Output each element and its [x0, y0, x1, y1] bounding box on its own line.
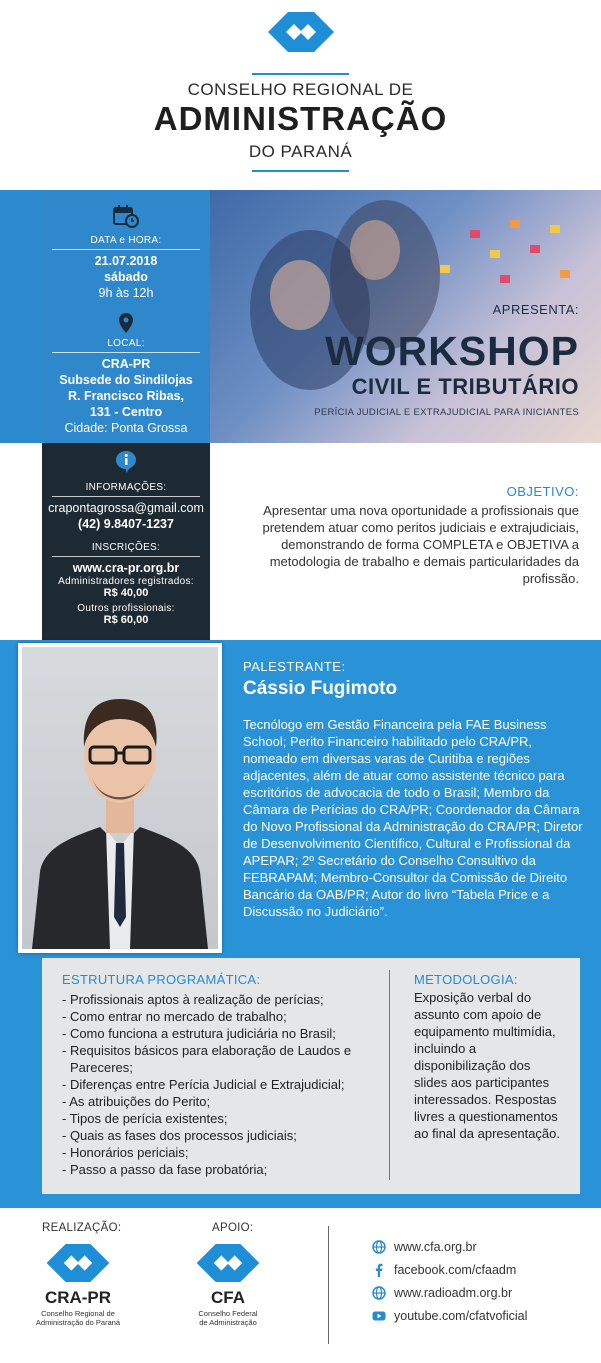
youtube-icon — [372, 1309, 386, 1323]
banner-strip — [0, 190, 42, 443]
list-item: - Tipos de perícia existentes; — [62, 1111, 228, 1126]
cfa-brand: CFA — [211, 1288, 245, 1307]
cfa-small-2: de Administração — [199, 1318, 257, 1327]
event-time: 9h às 12h — [98, 286, 154, 300]
palestrante-title: PALESTRANTE: — [243, 659, 346, 674]
divider — [52, 556, 200, 557]
list-item: - Honorários periciais; — [62, 1145, 189, 1160]
link-cfa-site[interactable] — [372, 1240, 477, 1254]
local-label: LOCAL: — [107, 338, 145, 349]
list-item: - Como entrar no mercado de trabalho; — [62, 1009, 287, 1024]
header-line3: DO PARANÁ — [248, 142, 353, 161]
banner-title: WORKSHOP — [325, 328, 579, 374]
facebook-icon — [372, 1263, 386, 1277]
speaker-photo — [22, 647, 218, 949]
local-line2: Subsede do Sindilojas — [59, 373, 193, 387]
other-price-label: Outros profissionais: — [77, 603, 175, 614]
local-line4: 131 - Centro — [89, 405, 163, 419]
header-rule-bottom — [252, 170, 349, 172]
event-date: 21.07.2018 — [94, 254, 158, 268]
banner-tagline: PERÍCIA JUDICIAL E EXTRAJUDICIAL PARA INICIANTES — [314, 407, 579, 418]
divider — [52, 249, 200, 250]
list-item: - Passo a passo da fase probatória; — [62, 1162, 268, 1177]
link-text: facebook.com/cfaadm — [394, 1263, 517, 1277]
event-info-box — [42, 190, 210, 443]
local-line3: R. Francisco Ribas, — [67, 389, 184, 403]
admin-price: R$ 40,00 — [103, 587, 149, 599]
cra-pr-small-1: Conselho Regional de — [41, 1309, 115, 1318]
header-rule-top — [252, 73, 349, 75]
objetivo-text: Apresentar uma nova oportunidade a profissionais que pretendem atuar como peritos judiciais e extrajudiciais, demonstrando de forma COMPLETA e OBJETIVA a metodologia de trabalho e demais particularidades da profissão. — [262, 503, 579, 586]
event-weekday: sábado — [104, 270, 148, 284]
banner-apresenta: APRESENTA: — [492, 302, 579, 317]
speaker-photo-frame — [18, 643, 222, 953]
cra-pr-brand: CRA-PR — [44, 1288, 112, 1307]
other-price: R$ 60,00 — [103, 614, 149, 626]
globe-icon — [372, 1240, 386, 1254]
metodologia-text: Exposição verbal do assunto com apoio de equipamento multimídia, incluindo a disponibilização dos slides aos participantes interessados. Respostas livres a questionamentos ao final da apresentação. — [414, 990, 560, 1141]
palestrante-name: Cássio Fugimoto — [243, 678, 398, 699]
objetivo-title: OBJETIVO: — [506, 484, 579, 499]
palestrante-bio: Tecnólogo em Gestão Financeira pela FAE Business School; Perito Financeiro habilitado pelo CRA/PR, nomeado em diversas varas de Curitiba e regiões adjacentes, além de atuar como assistente técnico para escritórios de advocacia de todo o Brasil; Membro da Câmara de Perícias do CRA/PR; Coordenador da Câmara do Novo Profissional da Administração do CRA/PR; Diretor de Desenvolvimento Científico, Cultural e Profissional da APEPAR; 2º Secretário do Conselho Consultivo da FEBRAPAM; Membro-Consultor da Comissão de Direito Bancário da OAB/PR; Autor do livro “Tabela Price e a Discussão no Judiciário”. — [243, 717, 583, 919]
banner-subtitle: CIVIL E TRIBUTÁRIO — [351, 374, 579, 399]
contact-info-box — [42, 443, 210, 640]
program-box — [42, 958, 580, 1194]
program-divider — [389, 970, 390, 1180]
cra-logo-icon — [268, 12, 334, 52]
header — [0, 0, 601, 190]
programa-list — [62, 991, 392, 1178]
list-item: - Diferenças entre Perícia Judicial e Extrajudicial; — [62, 1077, 345, 1092]
header-line1: CONSELHO REGIONAL DE — [187, 80, 414, 99]
local-line1: CRA-PR — [101, 357, 151, 371]
contact-email[interactable]: crapontagrossa@gmail.com — [48, 501, 204, 515]
calendar-clock-icon — [113, 204, 139, 228]
list-item: - Profissionais aptos à realização de perícias; — [62, 992, 324, 1007]
link-text: www.cfa.org.br — [394, 1240, 477, 1254]
info-icon — [116, 451, 136, 473]
list-item: - Requisitos básicos para elaboração de Laudos e Pareceres; — [62, 1043, 352, 1075]
programa-title: ESTRUTURA PROGRAMÁTICA: — [62, 972, 261, 987]
list-item: - Como funciona a estrutura judiciária no Brasil; — [62, 1026, 336, 1041]
globe-icon — [372, 1286, 386, 1300]
list-item: - As atribuições do Perito; — [62, 1094, 211, 1109]
inscricoes-site[interactable]: www.cra-pr.org.br — [72, 561, 180, 575]
apoio-label: APOIO: — [212, 1222, 254, 1234]
cra-pr-logo-icon — [46, 1244, 110, 1282]
metodologia-title: METODOLOGIA: — [414, 972, 518, 987]
local-city: Cidade: Ponta Grossa — [64, 421, 188, 435]
footer — [0, 1208, 601, 1363]
location-pin-icon — [119, 313, 133, 333]
header-line2: ADMINISTRAÇÃO — [153, 100, 448, 137]
admin-price-label: Administradores registrados: — [58, 576, 194, 587]
contact-phone[interactable]: (42) 9.8407-1237 — [78, 517, 174, 531]
link-facebook[interactable] — [372, 1263, 516, 1277]
link-text: www.radioadm.org.br — [394, 1286, 513, 1300]
realizacao-label: REALIZAÇÃO: — [42, 1222, 122, 1234]
divider — [52, 496, 200, 497]
link-youtube[interactable] — [372, 1309, 527, 1323]
cfa-logo-icon — [196, 1244, 260, 1282]
divider — [52, 352, 200, 353]
info-label: INFORMAÇÕES: — [85, 482, 167, 493]
datetime-label: DATA e HORA: — [90, 235, 162, 246]
cfa-small-1: Conselho Federal — [198, 1309, 258, 1318]
cra-pr-small-2: Administração do Paraná — [35, 1318, 121, 1327]
list-item: - Quais as fases dos processos judiciais; — [62, 1128, 297, 1143]
link-radioadm[interactable] — [372, 1286, 512, 1300]
inscricoes-label: INSCRIÇÕES: — [91, 542, 161, 553]
footer-divider — [328, 1226, 329, 1344]
link-text: youtube.com/cfatvoficial — [394, 1309, 528, 1323]
